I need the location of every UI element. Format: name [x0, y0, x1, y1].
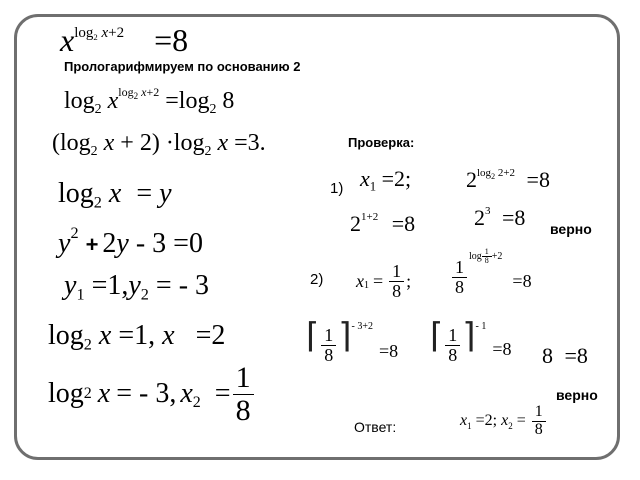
exp-m3p2: - 3+2: [351, 321, 374, 332]
log-base: 2: [94, 101, 102, 117]
var-y2: y: [128, 270, 141, 301]
eq8: =8: [526, 167, 550, 192]
exp-log: log: [74, 25, 94, 41]
var-y: y: [159, 178, 172, 209]
var-x: x: [103, 130, 115, 156]
fraction-1-8: [445, 326, 460, 365]
var-y: y: [58, 227, 71, 259]
var-x2: x: [180, 378, 193, 409]
eq3: =3.: [234, 130, 266, 156]
log-word: log: [48, 378, 84, 409]
sub-1: 1: [76, 285, 85, 304]
case1-label: 1): [330, 180, 344, 197]
answer-label: Ответ:: [354, 419, 397, 435]
eq1comma: =1,: [91, 270, 129, 301]
equation-root1: [48, 322, 225, 353]
eq2semi: =2;: [475, 412, 498, 430]
var-y1: y: [64, 270, 77, 301]
frac-den: 8: [452, 277, 467, 297]
var-x: x: [162, 320, 175, 351]
log-base: 2: [83, 335, 92, 354]
equation-original: [60, 24, 188, 56]
exp-plus2: +2: [146, 85, 160, 99]
frac-den: 8: [482, 256, 492, 265]
eq-minus3: = - 3: [155, 270, 210, 301]
base-2: 2: [466, 167, 477, 192]
check1-power: [466, 168, 550, 191]
check2-power: [450, 248, 532, 297]
minus3eq0: - 3 =0: [135, 227, 203, 259]
num-8: 8: [222, 88, 235, 114]
plus2-paren: + 2): [120, 130, 160, 156]
cdot-log: ·log: [165, 130, 205, 156]
var-x1: x: [460, 412, 468, 430]
sub-1: 1: [467, 420, 472, 431]
frac-num: 1: [392, 261, 402, 281]
exp-2: 2: [70, 224, 79, 242]
frac-num: 1: [534, 403, 543, 420]
frac-num: 1: [484, 247, 489, 256]
eq2semi: =2;: [381, 166, 412, 191]
frac-den: 8: [321, 345, 336, 365]
sub-1: 1: [369, 179, 377, 194]
check2-eight-eq-eight: [542, 345, 588, 367]
sub-2: 2: [192, 394, 201, 411]
var-x2: x: [501, 412, 509, 430]
var-x: x: [98, 320, 112, 351]
fraction-1-8: [233, 362, 254, 426]
frac-den: 8: [532, 421, 546, 439]
verdict-correct-2: верно: [556, 387, 598, 403]
exp-1plus2: 1+2: [361, 211, 379, 223]
exp-x: x: [101, 25, 109, 41]
log-base: 2: [90, 143, 98, 159]
var-y: y: [116, 227, 129, 259]
note-logarithm: Прологарифмируем по основанию 2: [64, 59, 301, 74]
frac-den: 8: [233, 394, 254, 427]
equation-root2: log 2 x = - 3, x 2 = $\frac{1}{8}$: [48, 362, 256, 426]
check1-cube: [474, 206, 525, 229]
exp-3: 3: [485, 205, 491, 217]
num-8: 8: [542, 343, 553, 368]
frac-num: 1: [324, 325, 334, 345]
eq-sign: =: [516, 412, 526, 430]
case2-label: 2): [310, 271, 324, 288]
equation-substitution: [58, 180, 172, 211]
check1-two-pow: [350, 212, 415, 235]
fraction-1-8: [532, 404, 546, 439]
equation-product: [52, 131, 266, 159]
equation-logged: [64, 86, 234, 117]
eq8: =8: [492, 339, 512, 359]
fraction-1-8: [321, 326, 336, 365]
eq8: =8: [379, 341, 399, 361]
var-x: x: [97, 378, 111, 409]
log-word: log: [64, 88, 95, 114]
eq-sign: =: [136, 178, 153, 209]
log-word: log: [48, 320, 84, 351]
eq-minus3: = - 3,: [116, 378, 177, 409]
exp-log: log: [118, 85, 134, 99]
frac-den: 8: [445, 345, 460, 365]
exp-log: log: [477, 167, 492, 179]
fraction-1-8-base: [452, 258, 467, 297]
answer-values: [460, 404, 548, 439]
exp-log: log: [469, 251, 482, 263]
log-word: log: [58, 178, 94, 209]
exp-x: x: [141, 85, 147, 99]
equation-roots-y: [64, 272, 209, 303]
var-x: x: [108, 178, 122, 209]
log-base: 2: [93, 193, 102, 212]
check2-x1: x 1 = $\frac{1}{8}$ ;: [356, 261, 412, 301]
exp-m1: - 1: [475, 321, 487, 332]
eq8: =8: [154, 22, 189, 58]
sub-1: 1: [364, 280, 369, 292]
sub-2: 2: [140, 285, 149, 304]
verdict-correct-1: верно: [550, 221, 592, 237]
eq8: =8: [564, 343, 588, 368]
eq8: =8: [502, 205, 526, 230]
paren-log: (log: [52, 130, 91, 156]
var-x1: x: [360, 166, 370, 191]
semicolon: ;: [406, 271, 412, 292]
equation-quadratic: $y^2 + 2y - 3 =0$: [58, 224, 203, 259]
exp-base: 2: [491, 172, 496, 181]
eq2: =2: [195, 320, 226, 351]
var-x: x: [217, 130, 229, 156]
check2-paren2: ⌈ $\frac{1}{8}$ ⌉ - 1 =8: [430, 318, 512, 365]
frac-num: 1: [448, 325, 458, 345]
var-x: x: [60, 22, 75, 58]
exp-plus2: +2: [491, 251, 503, 263]
fraction-1-8: [389, 262, 404, 301]
eq8: =8: [391, 211, 416, 236]
exp-base: 2: [93, 32, 98, 43]
check1-x1: [360, 168, 411, 193]
base-2: 2: [474, 205, 485, 230]
var-x: x: [107, 88, 119, 114]
coef-2: 2: [102, 227, 117, 259]
check-label: Проверка:: [348, 135, 415, 150]
log-base: 2: [83, 385, 92, 402]
base-2: 2: [350, 211, 361, 236]
var-x1: x: [356, 271, 364, 292]
eq1comma: =1,: [118, 320, 156, 351]
eq-log: =log: [165, 88, 210, 114]
exp-base: 2: [133, 91, 139, 101]
frac-den: 8: [389, 281, 404, 301]
eq8: =8: [512, 271, 532, 291]
log-base: 2: [209, 101, 217, 117]
log-base: 2: [204, 143, 212, 159]
exp-plus: 2+2: [497, 167, 516, 179]
sub-2: 2: [508, 420, 513, 431]
exp-plus2: +2: [108, 25, 125, 41]
frac-num: 1: [235, 361, 251, 394]
check2-paren1: ⌈ $\frac{1}{8}$ ⌉ - 3+2 =8: [306, 318, 399, 365]
frac-num: 1: [455, 257, 464, 277]
